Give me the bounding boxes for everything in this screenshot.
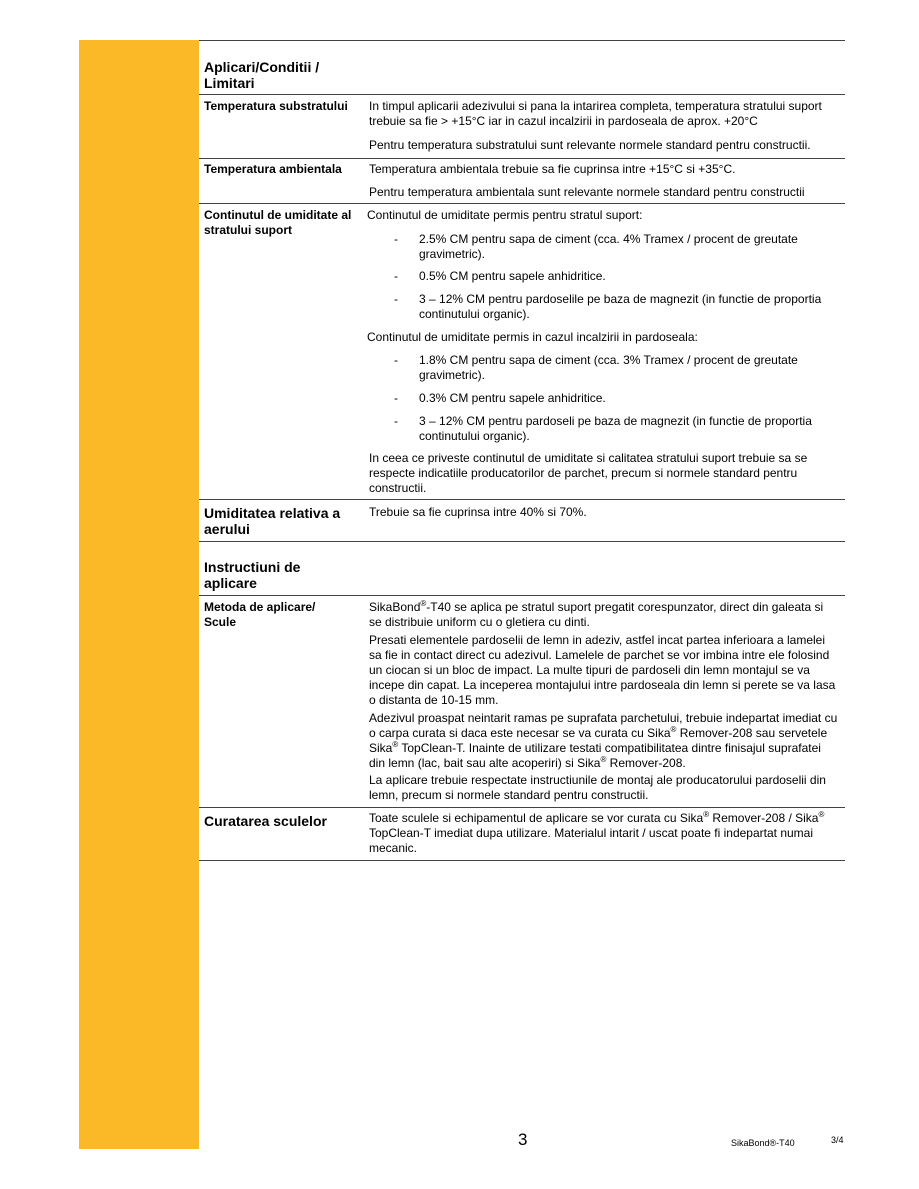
rule bbox=[199, 860, 845, 861]
list-item: 0.5% CM pentru sapele anhidritice. bbox=[419, 269, 606, 283]
text-curatare: Toate sculele si echipamentul de aplicare se vor curata cu Sika® Remover-208 / Sika® TopClean-T imediat dupa utilizare. Materialul intarit / uscat poate fi indepartat numai mecanic. bbox=[369, 810, 825, 855]
list-item: 3 – 12% CM pentru pardoseli pe baza de magnezit (in functie de proportia continutului organic). bbox=[419, 414, 812, 443]
text-temp-ambient-p2: Pentru temperatura ambientala sunt relevante normele standard pentru constructii bbox=[369, 185, 805, 199]
rule bbox=[199, 595, 845, 596]
footer-page-number: 3 bbox=[518, 1130, 528, 1149]
text-metoda-p3: Adezivul proaspat neintarit ramas pe suprafata parchetului, trebuie indepartat imediat cu o carpa curata si daca este necesar se va curata cu Sika® Remover-208 sau servetele Sika® TopClean-T. Inainte de utilizare testati compatibilitatea dintre finisajul suprafatei din lemn (lac, bait sau alte acoperiri) si Sika® Remover-208. bbox=[369, 711, 838, 770]
yellow-sidebar bbox=[79, 40, 199, 1149]
text-umiditate-closing: In ceea ce priveste continutul de umiditate si calitatea stratului suport trebuie sa se respecte indicatiile producatorilor de parchet, precum si normele standard pentru constructii. bbox=[369, 451, 808, 495]
text-umiditate-aer: Trebuie sa fie cuprinsa intre 40% si 70%. bbox=[369, 505, 587, 519]
rule bbox=[199, 203, 845, 204]
rule bbox=[199, 541, 845, 542]
list-dash: - bbox=[394, 232, 398, 246]
text-umiditate-intro1: Continutul de umiditate permis pentru stratul suport: bbox=[367, 208, 643, 222]
text-temp-substrat-p1: In timpul aplicarii adezivului si pana la intarirea completa, temperatura stratului suport trebuie sa fie > +15°C iar in cazul incalzirii in pardoseala de aprox. +20°C bbox=[369, 99, 822, 128]
rule bbox=[199, 94, 845, 95]
list-dash: - bbox=[394, 414, 398, 428]
text-metoda-p4: La aplicare trebuie respectate instructiunile de montaj ale producatorului pardoselii din lemn, precum si normele standard pentru constructii. bbox=[369, 773, 826, 802]
list-dash: - bbox=[394, 391, 398, 405]
label-continutul-umiditate: Continutul de umiditate al stratului suport bbox=[204, 208, 352, 237]
text-metoda-p2: Presati elementele pardoselii de lemn in adeziv, astfel incat partea inferioara a lamelei sa fie in contact direct cu adezivul. Lamelele de parchet se vor imbina intre ele folosind un ciocan si un bloc de impact. La multe tipuri de pardoseli din lemn montajul se va incepe din capat. La inceperea montajului intre pardoseala din lemn si perete se va lasa o distanta de 10-15 mm. bbox=[369, 633, 836, 707]
rule-top bbox=[199, 40, 845, 41]
list-item: 2.5% CM pentru sapa de ciment (cca. 4% Tramex / procent de greutate gravimetric). bbox=[419, 232, 798, 261]
text-temp-ambient-p1: Temperatura ambientala trebuie sa fie cuprinsa intre +15°C si +35°C. bbox=[369, 162, 736, 176]
label-umiditatea-relativa: Umiditatea relativa a aerului bbox=[204, 505, 341, 537]
label-temperatura-ambientala: Temperatura ambientala bbox=[204, 162, 342, 176]
list-dash: - bbox=[394, 353, 398, 367]
list-item: 1.8% CM pentru sapa de ciment (cca. 3% Tramex / procent de greutate gravimetric). bbox=[419, 353, 798, 382]
rule bbox=[199, 158, 845, 159]
rule bbox=[199, 499, 845, 500]
label-temperatura-substratului: Temperatura substratului bbox=[204, 99, 348, 113]
text-temp-substrat-p2: Pentru temperatura substratului sunt relevante normele standard pentru constructii. bbox=[369, 138, 811, 152]
footer-page-of: 3/4 bbox=[831, 1135, 844, 1145]
list-item: 0.3% CM pentru sapele anhidritice. bbox=[419, 391, 606, 405]
label-curatarea-sculelor: Curatarea sculelor bbox=[204, 813, 327, 829]
text-umiditate-intro2: Continutul de umiditate permis in cazul incalzirii in pardoseala: bbox=[367, 330, 698, 344]
list-dash: - bbox=[394, 269, 398, 283]
label-metoda-aplicare: Metoda de aplicare/ Scule bbox=[204, 600, 316, 629]
rule bbox=[199, 807, 845, 808]
footer-product-name: SikaBond®-T40 bbox=[731, 1138, 795, 1148]
text-metoda-p1: SikaBond®-T40 se aplica pe stratul suport pregatit corespunzator, direct din galeata si se distribuie uniform cu o gletiera cu dinti. bbox=[369, 599, 824, 629]
list-item: 3 – 12% CM pentru pardoselile pe baza de magnezit (in functie de proportia continutului organic). bbox=[419, 292, 822, 321]
section-title-aplicari: Aplicari/Conditii / Limitari bbox=[204, 59, 320, 91]
section-title-instructiuni: Instructiuni de aplicare bbox=[204, 559, 301, 591]
list-dash: - bbox=[394, 292, 398, 306]
